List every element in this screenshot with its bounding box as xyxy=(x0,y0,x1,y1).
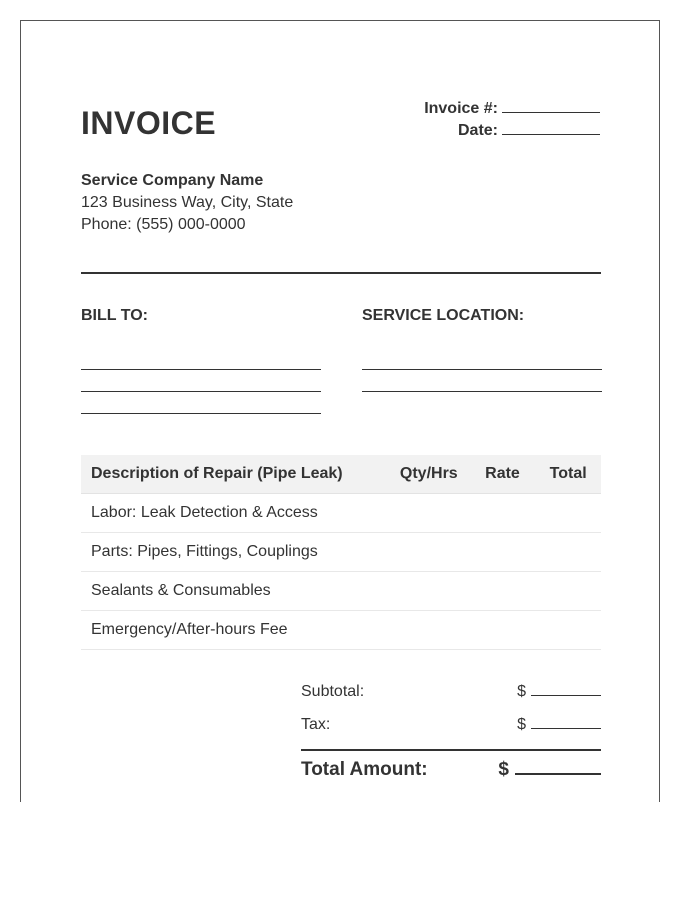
row-description: Labor: Leak Detection & Access xyxy=(81,494,388,533)
bill-to-heading: BILL TO: xyxy=(81,307,148,324)
row-description: Sealants & Consumables xyxy=(81,572,388,611)
rate-header: Rate xyxy=(470,455,536,494)
subtotal-currency: $ xyxy=(517,683,526,700)
date-row xyxy=(424,120,600,142)
service-location-heading: SERVICE LOCATION: xyxy=(362,307,525,324)
service-location-line-2[interactable] xyxy=(362,370,602,392)
company-info xyxy=(81,170,293,236)
totals-divider xyxy=(301,749,601,751)
row-qty[interactable] xyxy=(388,572,470,611)
totals-section xyxy=(301,681,601,787)
invoice-sheet xyxy=(20,20,660,802)
row-qty[interactable] xyxy=(388,494,470,533)
table-row xyxy=(81,611,601,650)
bill-to-section xyxy=(81,306,321,414)
subtotal-amount xyxy=(517,681,601,701)
table-row xyxy=(81,494,601,533)
tax-row xyxy=(301,714,601,747)
row-qty[interactable] xyxy=(388,533,470,572)
table-row xyxy=(81,533,601,572)
row-total[interactable] xyxy=(535,533,601,572)
header-divider xyxy=(81,272,601,274)
invoice-meta xyxy=(424,98,600,142)
invoice-number-label: Invoice #: xyxy=(424,100,498,117)
row-rate[interactable] xyxy=(470,494,536,533)
total-header: Total xyxy=(535,455,601,494)
row-rate[interactable] xyxy=(470,611,536,650)
row-rate[interactable] xyxy=(470,533,536,572)
tax-label: Tax: xyxy=(301,716,331,733)
row-total[interactable] xyxy=(535,572,601,611)
subtotal-field[interactable] xyxy=(531,681,601,696)
subtotal-label: Subtotal: xyxy=(301,683,365,700)
company-name: Service Company Name xyxy=(81,172,264,189)
invoice-title: INVOICE xyxy=(81,105,217,141)
row-total[interactable] xyxy=(535,494,601,533)
total-amount-label: Total Amount: xyxy=(301,759,428,780)
company-address: 123 Business Way, City, State xyxy=(81,194,294,211)
description-header: Description of Repair (Pipe Leak) xyxy=(81,455,388,494)
tax-field[interactable] xyxy=(531,714,601,729)
bill-to-line-3[interactable] xyxy=(81,392,321,414)
row-description: Parts: Pipes, Fittings, Couplings xyxy=(81,533,388,572)
service-location-section xyxy=(362,306,602,392)
table-header-row xyxy=(81,455,601,494)
row-description: Emergency/After-hours Fee xyxy=(81,611,388,650)
tax-amount xyxy=(517,714,601,734)
total-amount-row xyxy=(301,757,601,787)
service-location-line-1[interactable] xyxy=(362,348,602,370)
subtotal-row xyxy=(301,681,601,714)
total-amount xyxy=(498,757,601,781)
total-currency: $ xyxy=(498,759,509,780)
row-qty[interactable] xyxy=(388,611,470,650)
date-field[interactable] xyxy=(502,120,600,135)
company-phone: Phone: (555) 000-0000 xyxy=(81,216,246,233)
invoice-number-field[interactable] xyxy=(502,98,600,113)
tax-currency: $ xyxy=(517,716,526,733)
repair-items-table xyxy=(81,455,601,650)
bill-to-line-1[interactable] xyxy=(81,348,321,370)
bill-to-line-2[interactable] xyxy=(81,370,321,392)
row-total[interactable] xyxy=(535,611,601,650)
qty-header: Qty/Hrs xyxy=(388,455,470,494)
table-row xyxy=(81,572,601,611)
total-amount-field[interactable] xyxy=(515,757,601,775)
row-rate[interactable] xyxy=(470,572,536,611)
date-label: Date: xyxy=(457,122,498,139)
invoice-number-row xyxy=(424,98,600,120)
